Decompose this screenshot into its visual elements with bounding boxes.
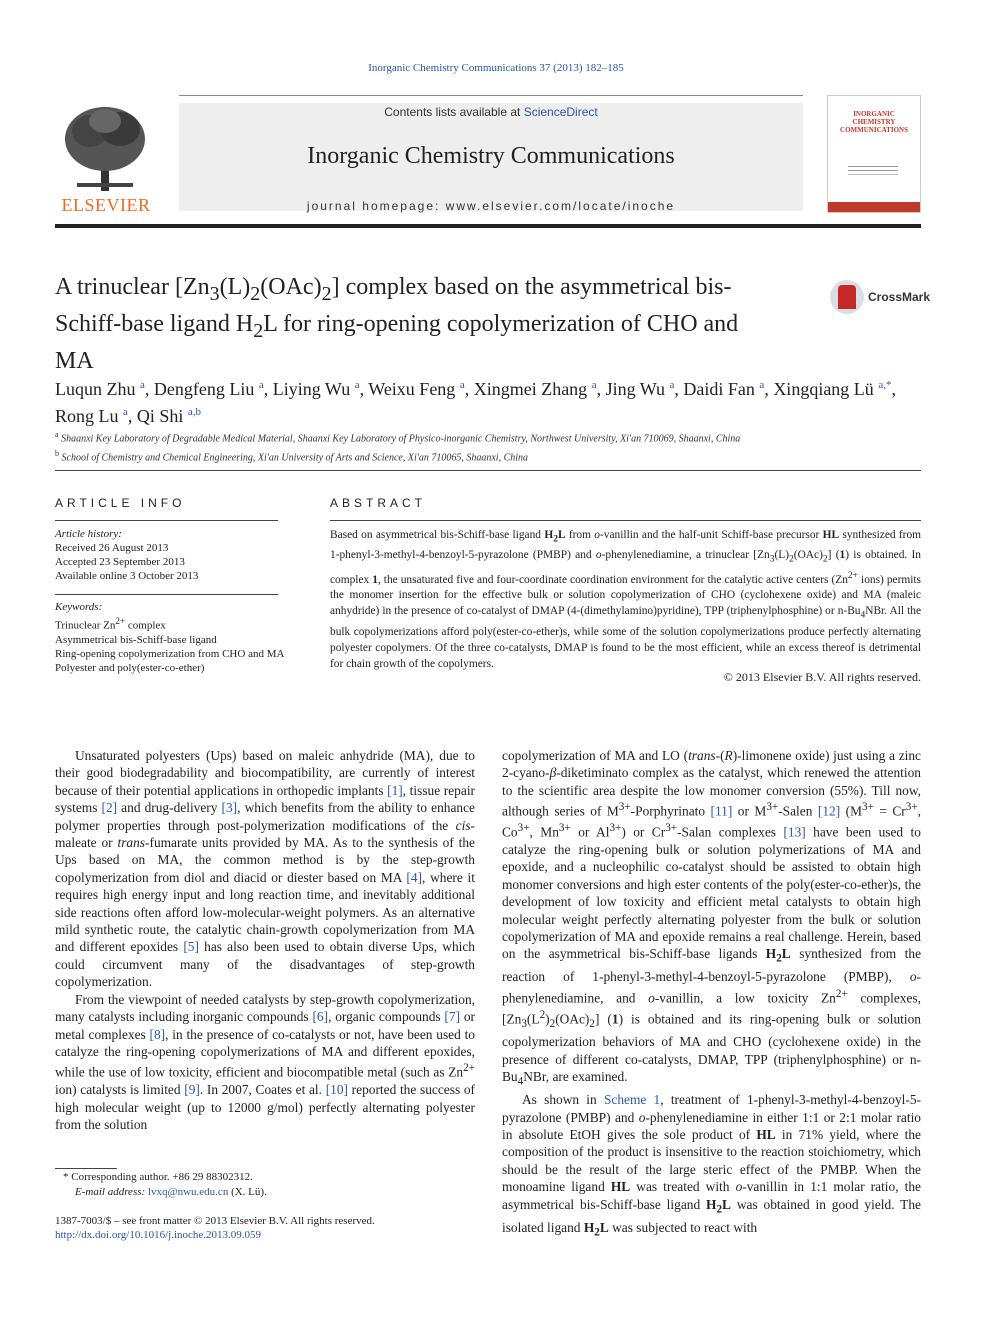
reference-link[interactable]: [10] xyxy=(325,1082,348,1098)
elsevier-wordmark: ELSEVIER xyxy=(61,195,151,215)
received-date: Received 26 August 2013 xyxy=(55,542,169,554)
sciencedirect-link[interactable]: ScienceDirect xyxy=(523,105,598,119)
journal-banner xyxy=(179,103,803,211)
author-list: Luqun Zhu $^a$, Dengfeng Liu $^a$, Liying Wu $^a$, Weixu Feng $^a$, Xingmei Zhang $^a$, Jing Wu $^a$, Daidi Fan $^a$, Xingqiang Lü $^{a,*}$, Rong Lu $^a$, Qi Shi $^{a,b}$ xyxy=(55,379,896,426)
journal-citation-link[interactable]: Inorganic Chemistry Communications 37 (2013) 182–185 xyxy=(368,62,624,74)
keywords-list: Trinuclear $Zn^{2+}$ complex Asymmetrical bis-Schiff-base ligand Ring-opening copolymerization from CHO and MA Polyester and poly(ester-co-ether) xyxy=(55,616,285,674)
issn-block xyxy=(55,1214,475,1242)
reference-link[interactable]: [13] xyxy=(783,824,806,840)
contents-line xyxy=(179,105,803,119)
crossmark-icon xyxy=(830,280,864,314)
email-line xyxy=(55,1185,475,1200)
reference-link[interactable]: [6] xyxy=(312,1009,329,1025)
history-label: Article history: xyxy=(55,528,122,540)
body-column-left: Unsaturated polyesters (Ups) based on maleic anhydride (MA), due to their good biodegradability and biocompatibility, are currently of interest because of their potential applications in orthopedic implants [1], tissue repair systems [2] and drug-delivery [3], which benefits from the ability to enhance polymer properties through post-polymerization modifications of the cis-maleate or trans-fumarate units provided by MA. As to the synthesis of the Ups based on MA, the common method is by the step-growth copolymerization from diol and diacid or diester based on MA [4], where it requires high energy input and long reaction time, and inevitably additional side reactions often afford low-molecular-weight polymers. As an alternative mild synthetic route, the catalytic chain-growth copolymerization from MA and different epoxides [5] has also been used to obtain diverse Ups, which could circumvent many of the disadvantages of step-growth copolymerization. From the viewpoint of needed catalysts by step-growth copolymerization, many catalysts including inorganic compounds [6], organic compounds [7] or metal complexes [8], in the presence of co-catalysts or not, have been used to catalyze the ring-opening copolymerizations of MA and different epoxides, while the use of low toxicity, efficient and biocompatible metal (such as $Zn^{2+}$ ion) catalysts is limited [9]. In 2007, Coates et al. [10] reported the success of high molecular weight (up to 12000 g/mol) perfectly alternating polyester from the solution xyxy=(55,748,475,1132)
article-title: A trinuclear $[Zn_3(L)_2(OAc)_2]$ complex based on the asymmetrical bis-Schiff-base ligand $H_2L$ for ring-opening copolymerization of CHO and MA xyxy=(55,274,739,374)
footnote-rule xyxy=(55,1168,117,1169)
reference-link[interactable]: [8] xyxy=(149,1026,166,1042)
reference-link[interactable]: [12] xyxy=(817,803,841,819)
issn-line: 1387-7003/$ – see front matter © 2013 Elsevier B.V. All rights reserved. xyxy=(55,1215,375,1227)
article-info-heading: ARTICLE INFO xyxy=(55,496,186,510)
abstract-copyright: © 2013 Elsevier B.V. All rights reserved. xyxy=(723,670,921,684)
reference-link[interactable]: [4] xyxy=(406,869,423,885)
cover-title: INORGANIC CHEMISTRY COMMUNICATIONS xyxy=(840,110,908,134)
cover-band xyxy=(828,202,920,212)
reference-link[interactable]: [11] xyxy=(710,803,733,819)
journal-homepage[interactable]: journal homepage: www.elsevier.com/locate/inoche xyxy=(306,199,676,213)
crossmark-button[interactable] xyxy=(830,280,931,316)
contents-prefix: Contents lists available at xyxy=(384,105,521,119)
reference-link[interactable]: Scheme 1 xyxy=(603,1092,661,1108)
reference-link[interactable]: [1] xyxy=(387,782,403,798)
corresponding-author: * Corresponding author. +86 29 88302312. xyxy=(63,1171,253,1183)
email-suffix: (X. Lü). xyxy=(228,1186,267,1198)
journal-masthead xyxy=(55,95,921,213)
affiliations: $^a$ Shaanxi Key Laboratory of Degradable Medical Material, Shaanxi Key Laboratory of Physico-inorganic Chemistry, Northwest University, Xi'an 710069, Shaanxi, China $^b$ School of Chemistry and Chemical Engineering, Xi'an University of Arts and Science, Xi'an 710065, Shaanxi, China xyxy=(55,430,741,464)
email-link[interactable]: lvxq@nwu.edu.cn xyxy=(147,1186,229,1198)
article-info-rule xyxy=(55,520,278,521)
reference-link[interactable]: [5] xyxy=(183,939,199,955)
reference-link[interactable]: [7] xyxy=(444,1009,461,1025)
section-rule xyxy=(55,470,921,471)
footnotes xyxy=(55,1170,475,1200)
email-label: E-mail address: xyxy=(75,1186,146,1198)
journal-cover-thumbnail[interactable] xyxy=(827,95,921,213)
keywords-block xyxy=(55,600,285,675)
keywords-label: Keywords: xyxy=(55,601,103,613)
abstract-text: Based on asymmetrical bis-Schiff-base ligand $H_2L$ from o-vanillin and the half-unit Schiff-base precursor HL synthesized from 1-phenyl-3-methyl-4-benzoyl-5-pyrazolone (PMBP) and o-phenylenediamine, a trinuclear $[Zn_3(L)_2(OAc)_2]$ (1) is obtained. In complex 1, the unsaturated five and four-coordinate coordination environment for the catalytic active centers ($Zn^{2+}$ ions) permits the monomer insertion for the effective bulk or solution copolymerization of CHO (cyclohexene oxide) and MA (maleic anhydride) in the presence of co-catalyst of DMAP (4-(dimethylamino)pyridine), TPP (triphenylphosphine) or $n-Bu_4NBr$. All the bulk copolymerizations afford poly(ester-co-ether)s, while some of the solution copolymerizations produce perfectly alternating polyester copolymers. Of the three co-catalysts, DMAP is found to be the most efficient, while an excess thereof is detrimental for chain growth of the copolymers. xyxy=(330,529,922,670)
keywords-rule xyxy=(55,594,278,595)
doi-link[interactable]: http://dx.doi.org/10.1016/j.inoche.2013.09.059 xyxy=(55,1229,262,1241)
header-rule xyxy=(55,224,921,228)
abstract-rule xyxy=(330,520,921,521)
cover-lines xyxy=(848,166,898,167)
body-column-right: copolymerization of MA and LO (trans-(R)-limonene oxide) just using a zinc 2-cyano-β-diketiminato complex as the catalyst, which renewed the attention to the scientific area despite the low monomer conversion (55%). Till now, although series of $M^{3+}$-Porphyrinato [11] or $M^{3+}$-Salen [12] ($M^{3+} = Cr^{3+}$, $Co^{3+}$, $Mn^{3+}$ or $Al^{3+}$) or $Cr^{3+}$-Salan complexes [13] have been used to catalyze the ring-opening bulk or solution polymerizations of MA and epoxide, and a nucleophilic co-catalyst should be assisted to obtain high monomer conversions and high ester contents of the poly(ester-co-ether)s, the development of low toxicity and efficient metal catalysts to obtain high molecular weight perfectly alternating polyester from the bulk or solution copolymerization of MA and epoxide remains a real challenge. Herein, based on the asymmetrical bis-Schiff-base ligands $H_2L$ synthesized from the reaction of 1-phenyl-3-methyl-4-benzoyl-5-pyrazolone (PMBP), o-phenylenediamine, and o-vanillin, a low toxicity $Zn^{2+}$ complexes, $[Zn_3(L^2)_2(OAc)_2]$ (1) is obtained and its ring-opening bulk or solution copolymerization behaviors of MA and CHO (cyclohexene oxide) in the presence of different co-catalysts, DMAP, TPP (triphenylphosphine) or $n-Bu_4NBr$, are examined. As shown in Scheme 1, treatment of 1-phenyl-3-methyl-4-benzoyl-5-pyrazolone (PMBP) and o-phenylenediamine in either 1:1 or 2:1 molar ratio in absolute EtOH gives the sole product of HL in 71% yield, where the composition of the product is insensitive to the reaction stoichiometry, which should be the result of the large steric effect of the PMBP. When the monoamine ligand HL was treated with o-vanillin in 1:1 molar ratio, the asymmetrical bis-Schiff-base ligand $H_2L$ was obtained in good yield. The isolated ligand $H_2L$ was subjected to react with xyxy=(502,748,922,1239)
journal-title: Inorganic Chemistry Communications xyxy=(307,143,675,169)
reference-link[interactable]: [9] xyxy=(184,1082,200,1098)
article-history xyxy=(55,527,285,583)
accepted-date: Accepted 23 September 2013 xyxy=(55,556,185,568)
abstract-heading: ABSTRACT xyxy=(330,496,427,510)
masthead-top-rule xyxy=(179,95,803,96)
crossmark-label: CrossMark xyxy=(868,290,931,304)
reference-link[interactable]: [3] xyxy=(221,800,238,816)
online-date: Available online 3 October 2013 xyxy=(55,570,199,582)
reference-link[interactable]: [2] xyxy=(101,800,118,816)
